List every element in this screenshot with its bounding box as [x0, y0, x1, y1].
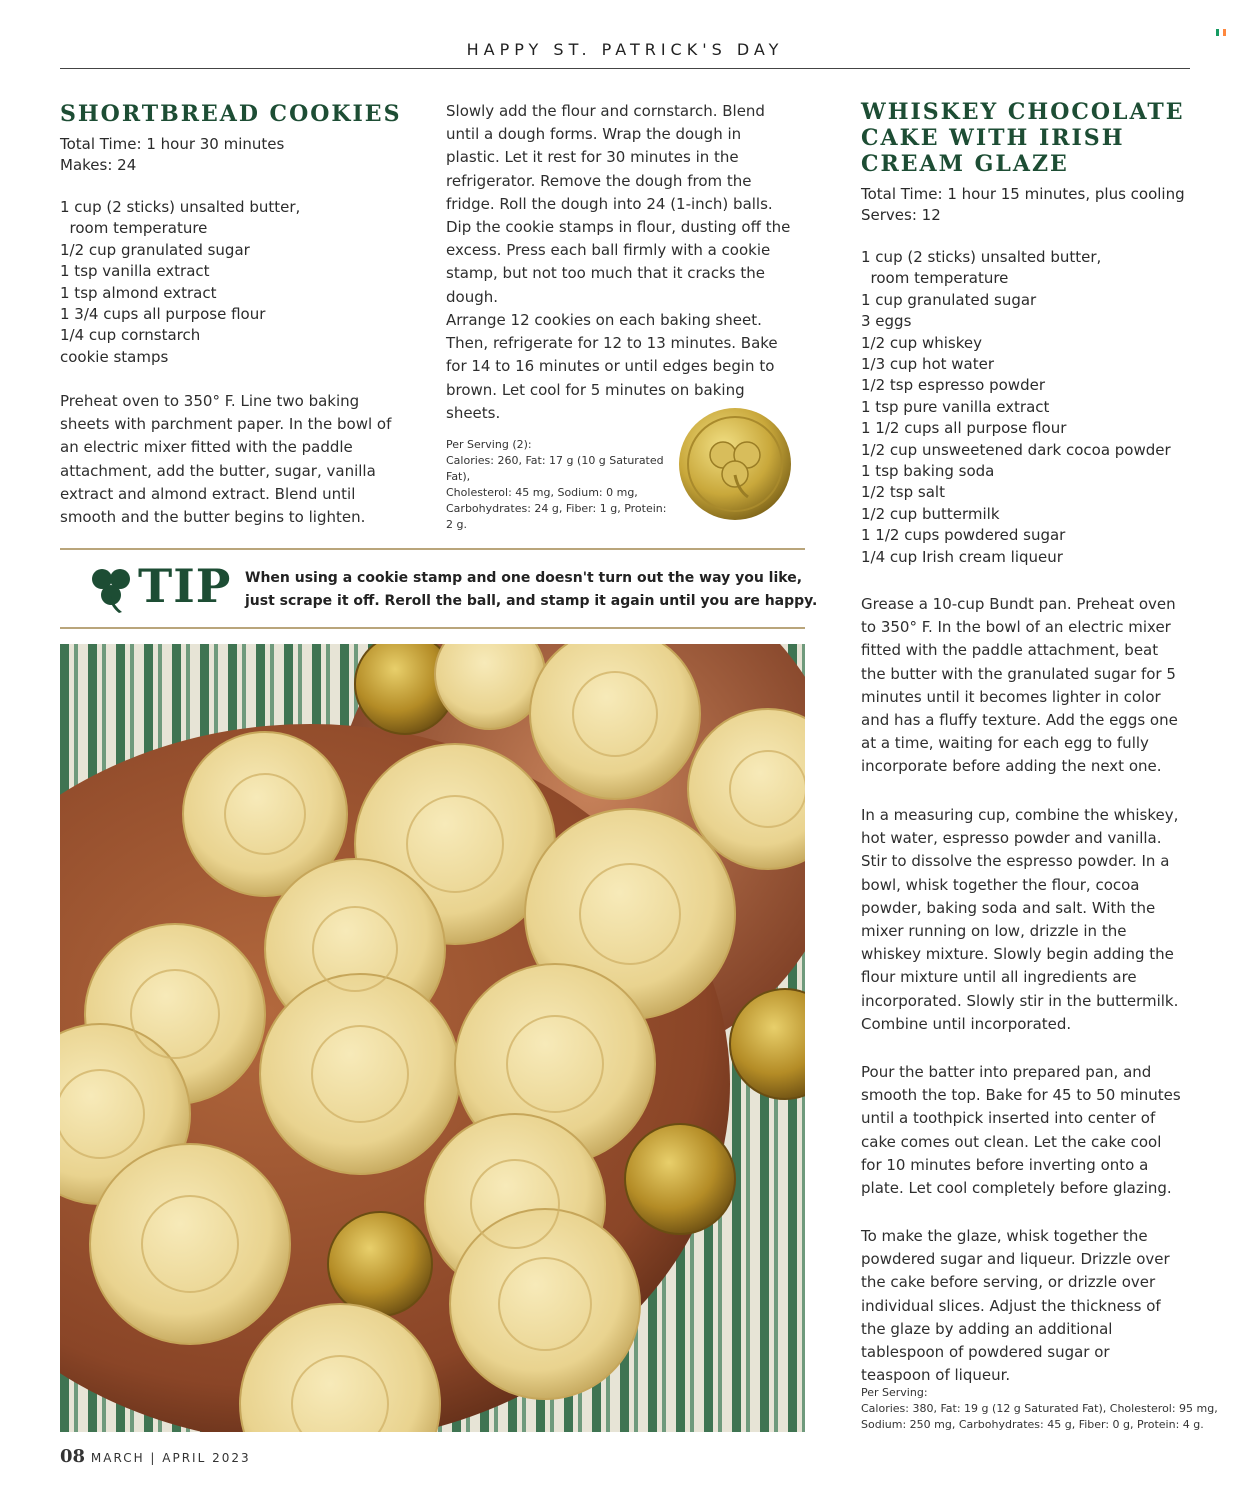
cake-title [861, 99, 1191, 177]
ingredient-item: 1 tsp baking soda [861, 462, 995, 481]
ingredient-item: room temperature [60, 219, 208, 238]
tip-line: just scrape it off. Reroll the ball, and stamp it again until you are happy. [245, 593, 818, 609]
step-text: Grease a 10-cup Bundt pan. Preheat oven to 350° F. In the bowl of an electric mixer fitted with the paddle attachment, beat the butter with the granulated sugar for 5 minutes until it becomes lighter in color and has a fluffy texture. Add the eggs one at a time, waiting for each egg to fully incorporate before adding the next one. [861, 595, 1178, 776]
tip-label: TIP [138, 559, 232, 613]
cake-step-2 [861, 804, 1181, 1036]
cake-serves: Serves: 12 [861, 206, 941, 224]
cookies-photo [60, 644, 805, 1432]
ingredient-item: 1 tsp almond extract [60, 283, 217, 302]
ingredient-item: 1/4 cup cornstarch [60, 326, 201, 345]
ingredient-item: 1/2 cup unsweetened dark cocoa powder [861, 440, 1171, 459]
step-text: In a measuring cup, combine the whiskey, hot water, espresso powder and vanilla. Stir to dissolve the espresso powder. In a bowl, whisk together the flour, cocoa powder, baking soda and salt. With the mixer running on low, drizzle in the whiskey mixture. Slowly begin adding the flour mixture until all ingredients are incorporated. Slowly stir in the buttermilk. Combine until incorporated. [861, 806, 1179, 1033]
cake-title-line: CAKE WITH IRISH [861, 125, 1125, 151]
ingredient-item: 3 eggs [861, 312, 912, 331]
page-number: 08 [60, 1446, 86, 1467]
ingredient-item: 1 tsp pure vanilla extract [861, 397, 1050, 416]
step-text: Preheat oven to 350° F. Line two baking sheets with parchment paper. In the bowl of an electric mixer fitted with the paddle attachment, add the butter, sugar, vanilla extract and almond extract. Blend until smooth and the butter begins to lighten. [60, 392, 392, 527]
magazine-section-header: HAPPY ST. PATRICK'S DAY [466, 40, 784, 59]
ingredient-item: 1/2 cup buttermilk [861, 504, 1000, 523]
ingredient-item: 1 1/2 cups all purpose flour [861, 419, 1067, 438]
tip-line: When using a cookie stamp and one doesn't turn out the way you like, [245, 570, 803, 586]
ingredient-item: 1 1/2 cups powdered sugar [861, 526, 1066, 545]
ingredient-item: 1 cup granulated sugar [861, 290, 1037, 309]
step-text: To make the glaze, whisk together the powdered sugar and liqueur. Drizzle over the cake before serving, or drizzle over individual slices. Adjust the thickness of the glaze by adding an additional tablespoon of powdered sugar or teaspoon of liqueur. [861, 1227, 1170, 1385]
nutrition-line: Carbohydrates: 24 g, Fiber: 1 g, Protein: 2 g. [446, 502, 667, 531]
ingredient-item: cookie stamps [60, 347, 169, 366]
cake-title-line: CREAM GLAZE [861, 151, 1069, 177]
cake-step-3 [861, 1061, 1181, 1200]
header-divider [60, 68, 1190, 69]
ingredient-item: 1/3 cup hot water [861, 355, 995, 374]
nutrition-line: Sodium: 250 mg, Carbohydrates: 45 g, Fiber: 0 g, Protein: 4 g. [861, 1418, 1204, 1431]
cake-title-line: WHISKEY CHOCOLATE [861, 99, 1185, 125]
ingredient-item: 1 3/4 cups all purpose flour [60, 305, 266, 324]
ingredient-item: 1/4 cup Irish cream liqueur [861, 547, 1063, 566]
ingredient-item: 1 cup (2 sticks) unsalted butter, [60, 198, 301, 216]
shamrock-icon [86, 566, 136, 614]
shortbread-title: SHORTBREAD COOKIES [60, 101, 402, 127]
tip-bottom-rule [60, 627, 805, 629]
ingredient-item: 1/2 tsp salt [861, 483, 945, 502]
tip-text [245, 567, 818, 613]
shortbread-total-time: Total Time: 1 hour 30 minutes [60, 135, 285, 153]
cake-ingredients [861, 247, 1191, 568]
cake-step-4 [861, 1225, 1181, 1387]
shamrock-coin-image [676, 405, 794, 523]
step-text: Pour the batter into prepared pan, and smooth the top. Bake for 45 to 50 minutes until a toothpick inserted into center of cake comes out clean. Let the cake cool for 10 minutes before inverting onto a plate. Let cool completely before glazing. [861, 1063, 1181, 1198]
ingredient-item: 1 cup (2 sticks) unsalted butter, [861, 248, 1102, 266]
tip-top-rule [60, 548, 805, 550]
step-text: Arrange 12 cookies on each baking sheet. Then, refrigerate for 12 to 13 minutes. Bake for 14 to 16 minutes or until edges begin to brown. Let cool for 5 minutes on baking sheets. [446, 311, 778, 422]
shortbread-nutrition [446, 437, 671, 533]
ingredient-item: 1/2 cup granulated sugar [60, 240, 250, 259]
nutrition-line: Per Serving: [861, 1386, 928, 1399]
nutrition-line: Cholesterol: 45 mg, Sodium: 0 mg, [446, 486, 638, 499]
step-text: Slowly add the flour and cornstarch. Blend until a dough forms. Wrap the dough in plastic. Let it rest for 30 minutes in the refrigerator. Remove the dough from the fridge. Roll the dough into 24 (1-inch) balls. Dip the cookie stamps in flour, dusting off the excess. Press each ball firmly with a cookie stamp, but not too much that it cracks the dough. [446, 102, 791, 306]
ingredient-item: 1/2 cup whiskey [861, 333, 982, 352]
nutrition-line: Calories: 380, Fat: 19 g (12 g Saturated Fat), Cholesterol: 95 mg, [861, 1402, 1218, 1415]
ingredient-item: 1/2 tsp espresso powder [861, 376, 1045, 395]
cake-nutrition [861, 1385, 1218, 1433]
cake-step-1 [861, 593, 1181, 779]
nutrition-line: Calories: 260, Fat: 17 g (10 g Saturated Fat), [446, 454, 664, 483]
issue-date: MARCH | APRIL 2023 [90, 1451, 251, 1465]
ingredient-item: room temperature [861, 269, 1009, 288]
shortbread-meta [60, 134, 284, 176]
shortbread-step-2 [446, 100, 796, 309]
shortbread-ingredients [60, 197, 430, 368]
shortbread-makes: Makes: 24 [60, 156, 137, 174]
nutrition-line: Per Serving (2): [446, 438, 532, 451]
cake-meta [861, 184, 1185, 226]
irish-flag-icon [1216, 29, 1226, 36]
cake-total-time: Total Time: 1 hour 15 minutes, plus cooling [861, 185, 1185, 203]
ingredient-item: 1 tsp vanilla extract [60, 262, 210, 281]
shortbread-step-1 [60, 390, 405, 529]
page-footer [60, 1446, 251, 1467]
